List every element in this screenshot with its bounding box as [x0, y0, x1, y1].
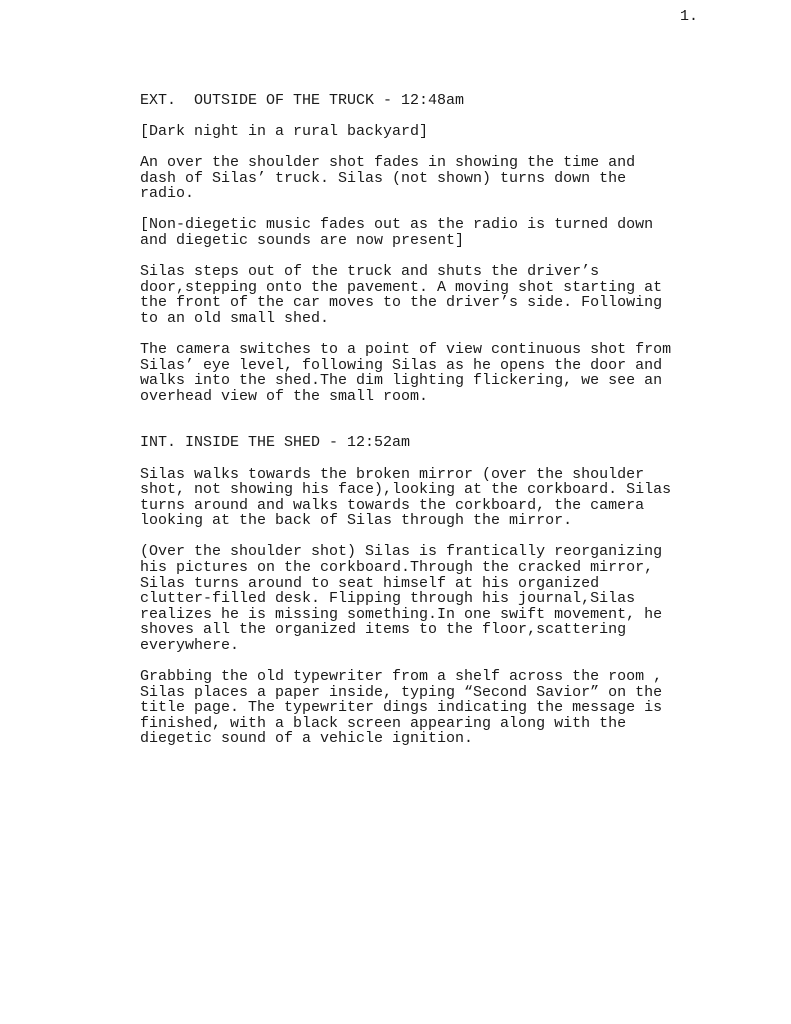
action-block: [140, 264, 700, 326]
action-line: door,stepping onto the pavement. A moving shot starting at: [140, 278, 663, 296]
action-line: [Non-diegetic music fades out as the radio is turned down: [140, 216, 654, 234]
action-block: [140, 669, 700, 747]
action-line: the front of the car moves to the driver’s side. Following: [140, 294, 663, 312]
action-line: turns around and walks towards the corkboard, the camera: [140, 496, 645, 514]
action-line: Grabbing the old typewriter from a shelf across the room ,: [140, 668, 663, 686]
action-line: looking at the back of Silas through the mirror.: [140, 512, 573, 530]
action-line: to an old small shed.: [140, 309, 330, 327]
action-line: (Over the shoulder shot) Silas is frantically reorganizing: [140, 543, 663, 561]
action-line: [Dark night in a rural backyard]: [140, 123, 429, 141]
action-line: shot, not showing his face),looking at the corkboard. Silas: [140, 481, 672, 499]
action-line: Silas steps out of the truck and shuts the driver’s: [140, 263, 600, 281]
screenplay-body: [140, 93, 700, 747]
action-line: title page. The typewriter dings indicating the message is: [140, 699, 663, 717]
action-line: and diegetic sounds are now present]: [140, 232, 465, 250]
action-line: radio.: [140, 185, 195, 203]
action-block: [140, 155, 700, 202]
action-line: walks into the shed.The dim lighting flickering, we see an: [140, 372, 663, 390]
action-block: [140, 124, 700, 140]
page-number: 1.: [680, 8, 699, 25]
scene-heading-ext-truck: [140, 93, 700, 109]
action-line: everywhere.: [140, 636, 240, 654]
action-line: his pictures on the corkboard.Through the cracked mirror,: [140, 558, 654, 576]
action-line: Silas places a paper inside, typing “Second Savior” on the: [140, 683, 663, 701]
action-line: The camera switches to a point of view continuous shot from: [140, 341, 672, 359]
scene-heading: INT. INSIDE THE SHED - 12:52am: [140, 434, 411, 452]
action-line: clutter-filled desk. Flipping through his journal,Silas: [140, 590, 636, 608]
action-block: [140, 217, 700, 248]
action-line: dash of Silas’ truck. Silas (not shown) turns down the: [140, 169, 627, 187]
action-line: realizes he is missing something.In one swift movement, he: [140, 605, 663, 623]
action-line: Silas turns around to seat himself at his organized: [140, 574, 600, 592]
action-block: [140, 544, 700, 653]
action-line: shoves all the organized items to the floor,scattering: [140, 621, 627, 639]
action-line: finished, with a black screen appearing along with the: [140, 714, 627, 732]
action-block: [140, 342, 700, 404]
action-line: An over the shoulder shot fades in showing the time and: [140, 154, 636, 172]
action-line: Silas’ eye level, following Silas as he opens the door and: [140, 356, 663, 374]
action-line: diegetic sound of a vehicle ignition.: [140, 730, 474, 748]
action-block: [140, 467, 700, 529]
scene-heading: EXT. OUTSIDE OF THE TRUCK - 12:48am: [140, 92, 465, 109]
scene-heading-int-shed: [140, 435, 700, 451]
action-line: Silas walks towards the broken mirror (over the shoulder: [140, 465, 645, 483]
action-line: overhead view of the small room.: [140, 387, 429, 405]
